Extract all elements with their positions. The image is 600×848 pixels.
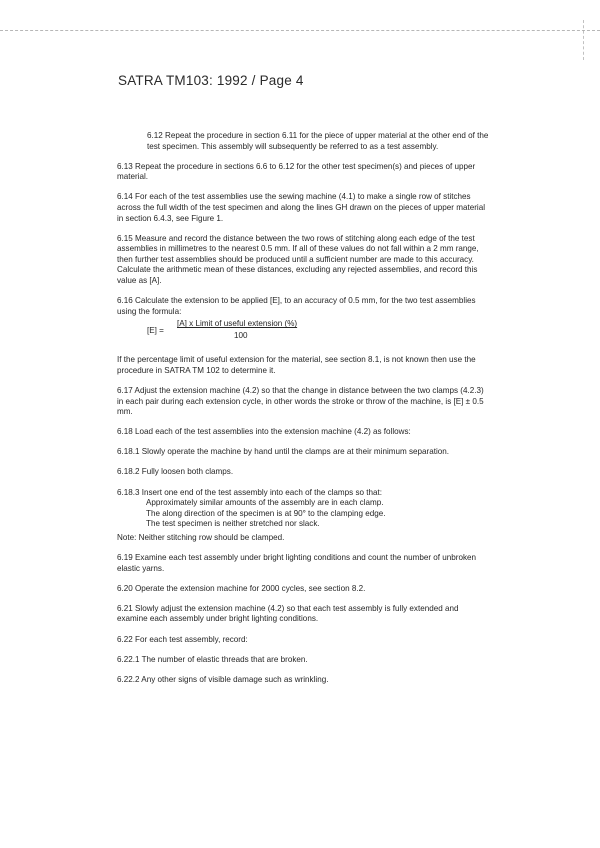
paragraph-6-15: 6.15 Measure and record the distance between the two rows of stitching along each edge of the test assemblies in millimetres to the nearest 0.5 mm. If all of these values do not fall within a 2 mm range, then further test assemblies should be produced until a sufficient number are made to this accuracy. Calculate the arithmetic mean of these distances, excluding any rejected assemblies, and record this value as [A]. — [117, 233, 479, 286]
clamp-condition-3: The test specimen is neither stretched nor slack. — [146, 519, 320, 529]
paragraph-6-18-3: 6.18.3 Insert one end of the test assembly into each of the clamps so that: — [117, 487, 383, 497]
paragraph-6-22-2: 6.22.2 Any other signs of visible damage such as wrinkling. — [117, 674, 329, 684]
formula-lhs: [E] = — [147, 326, 164, 336]
clamp-condition-2: The along direction of the specimen is at 90° to the clamping edge. — [146, 508, 386, 518]
paragraph-6-18-1: 6.18.1 Slowly operate the machine by hand until the clamps are at their minimum separation. — [117, 447, 450, 457]
scan-edge-mark — [582, 20, 584, 60]
paragraph-6-14: 6.14 For each of the test assemblies use the sewing machine (4.1) to make a single row of stitches across the full width of the test specimen and along the lines GH drawn on the pieces of upper material in section 6.4.3, see Figure 1. — [117, 192, 486, 223]
paragraph-6-20: 6.20 Operate the extension machine for 2000 cycles, see section 8.2. — [117, 583, 366, 593]
paragraph-6-22: 6.22 For each test assembly, record: — [117, 634, 248, 644]
document-body — [117, 131, 489, 695]
extension-formula — [117, 319, 489, 346]
paragraph-6-16-note: If the percentage limit of useful extension for the material, see section 8.1, is not known then use the procedure in SATRA TM 102 to determine it. — [117, 355, 476, 375]
paragraph-6-18-2: 6.18.2 Fully loosen both clamps. — [117, 467, 234, 477]
paragraph-6-17: 6.17 Adjust the extension machine (4.2) so that the change in distance between the two clamps (4.2.3) in each pair during each extension cycle, in other words the stroke or throw of the machine, is [E] ± 0.5 mm. — [117, 386, 484, 417]
scan-edge-line — [0, 30, 600, 32]
note: Note: Neither stitching row should be clamped. — [117, 532, 285, 542]
page-header: SATRA TM103: 1992 / Page 4 — [118, 73, 304, 88]
paragraph-6-12: 6.12 Repeat the procedure in section 6.11 for the piece of upper material at the other end of the test specimen. This assembly will subsequently be referred to as a test assembly. — [147, 131, 489, 151]
paragraph-6-16: 6.16 Calculate the extension to be applied [E], to an accuracy of 0.5 mm, for the two test assemblies using the formula: — [117, 296, 476, 316]
paragraph-6-22-1: 6.22.1 The number of elastic threads that are broken. — [117, 654, 308, 664]
formula-denominator: 100 — [234, 331, 248, 341]
paragraph-6-21: 6.21 Slowly adjust the extension machine (4.2) so that each test assembly is fully extended and examine each assembly under bright lighting conditions. — [117, 603, 459, 624]
paragraph-6-18: 6.18 Load each of the test assemblies into the extension machine (4.2) as follows: — [117, 427, 411, 437]
clamp-condition-1: Approximately similar amounts of the assembly are in each clamp. — [146, 498, 384, 508]
formula-numerator: [A] x Limit of useful extension (%) — [177, 319, 298, 329]
paragraph-6-13: 6.13 Repeat the procedure in sections 6.6 to 6.12 for the other test specimen(s) and pieces of upper material. — [117, 161, 476, 182]
paragraph-6-19: 6.19 Examine each test assembly under bright lighting conditions and count the number of unbroken elastic yarns. — [117, 553, 477, 573]
